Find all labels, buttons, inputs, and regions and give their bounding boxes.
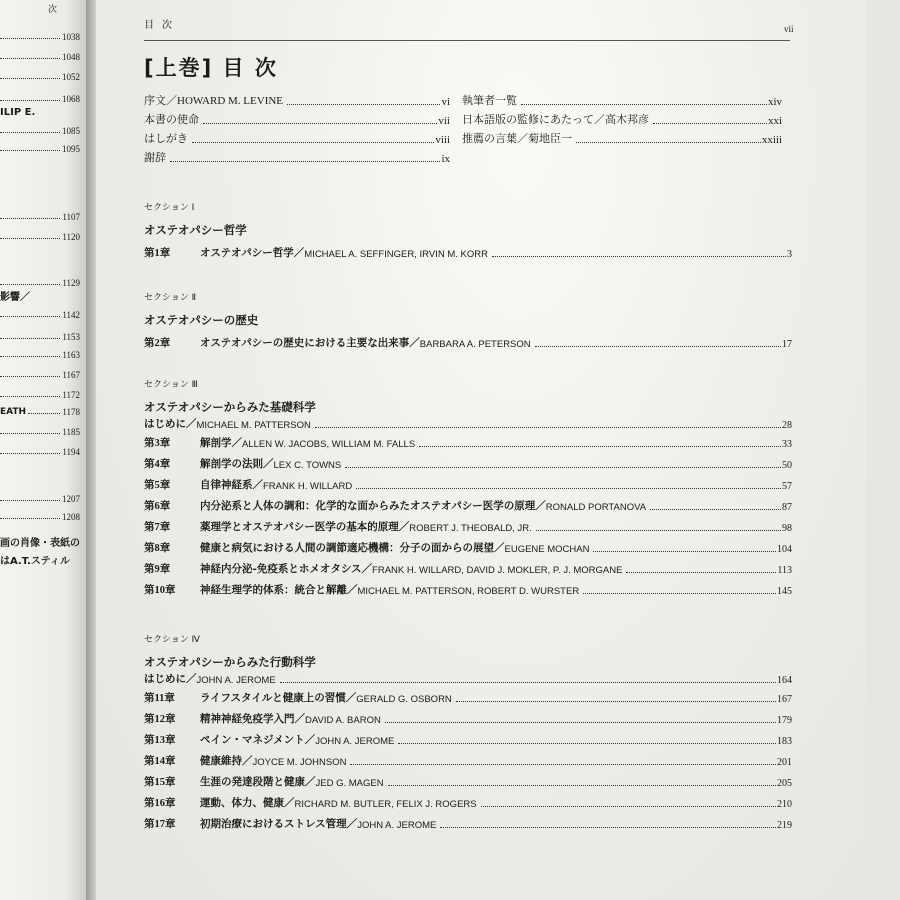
leader-dots <box>398 743 776 744</box>
left-page-edge <box>0 0 88 900</box>
left-toc-row <box>0 492 80 504</box>
front-matter-label: 執筆者一覧 <box>462 95 517 107</box>
left-page-number: 1167 <box>62 370 80 380</box>
leader-dots <box>385 722 776 723</box>
chapter-page: 104 <box>777 544 792 555</box>
left-toc-row <box>0 348 80 360</box>
leader-dots <box>456 701 776 702</box>
front-matter-item <box>144 149 450 165</box>
front-matter-label: 推薦の言葉／菊地臣一 <box>462 133 572 145</box>
leader-dots <box>0 38 60 39</box>
section-title: オステオパシーからみた基礎科学 <box>144 400 316 414</box>
chapter-number: 第5章 <box>144 480 171 491</box>
left-toc-row <box>0 405 80 417</box>
chapter-number: 第3章 <box>144 438 171 449</box>
chapter-number: 第8章 <box>144 543 171 554</box>
toc-entry <box>144 334 792 350</box>
leader-dots <box>315 427 781 428</box>
running-head: 目次 <box>144 20 180 31</box>
toc-entry <box>144 752 792 768</box>
leader-dots <box>653 123 767 124</box>
header-rule <box>144 40 790 41</box>
chapter-page: 167 <box>777 694 792 705</box>
leader-dots <box>481 806 776 807</box>
front-matter-item <box>462 130 782 146</box>
leader-dots <box>345 467 781 468</box>
chapter-authors: DAVID A. BARON <box>305 715 381 726</box>
chapter-title: 神経生理学的体系：統合と解離／ <box>200 584 358 596</box>
chapter-title: 精神神経免疫学入門／ <box>200 713 305 725</box>
chapter-authors: RONALD PORTANOVA <box>545 502 647 513</box>
leader-dots <box>356 488 781 489</box>
chapter-title: オステオパシーの歴史における主要な出来事／ <box>200 337 420 349</box>
toc-entry <box>144 689 792 705</box>
front-matter-page: xiv <box>767 96 782 108</box>
front-matter-label: はしがき <box>144 133 188 145</box>
left-page-number: 1085 <box>62 126 80 136</box>
leader-dots <box>0 150 60 151</box>
chapter-number: 第16章 <box>144 798 176 809</box>
leader-dots <box>492 256 786 257</box>
left-page-number: 1185 <box>62 427 80 437</box>
leader-dots <box>0 238 60 239</box>
leader-dots <box>0 500 60 501</box>
chapter-number: 第17章 <box>144 819 176 830</box>
leader-dots <box>521 104 767 105</box>
chapter-authors: MICHAEL A. SEFFINGER, IRVIN M. KORR <box>304 249 488 260</box>
leader-dots <box>192 142 434 143</box>
chapter-authors: LEX C. TOWNS <box>273 460 342 471</box>
leader-dots <box>535 346 781 347</box>
leader-dots <box>350 764 776 765</box>
leader-dots <box>0 284 60 285</box>
chapter-title: 解剖学の法則／ <box>200 458 274 470</box>
section-title: オステオパシーからみた行動科学 <box>144 655 316 669</box>
chapter-page: 57 <box>782 481 792 492</box>
left-toc-row <box>0 425 80 437</box>
front-matter-page: viii <box>435 134 450 146</box>
chapter-page: 33 <box>782 439 792 450</box>
chapter-authors: JOHN A. JEROME <box>357 820 437 831</box>
left-page-number: 1163 <box>62 350 80 360</box>
left-text-fragment: EATH <box>0 407 27 417</box>
toc-entry <box>144 815 792 831</box>
left-toc-row <box>0 445 80 457</box>
leader-dots <box>0 453 60 454</box>
leader-dots <box>593 551 776 552</box>
leader-dots <box>0 338 60 339</box>
chapter-title: 神経内分泌-免疫系とホメオタシス／ <box>200 563 373 575</box>
leader-dots <box>0 218 60 219</box>
front-matter-item <box>462 92 782 108</box>
left-page-number: 1172 <box>62 390 80 400</box>
leader-dots <box>0 356 60 357</box>
left-toc-row <box>0 210 80 222</box>
chapter-number: 第11章 <box>144 693 175 704</box>
front-matter-page: ix <box>441 153 450 165</box>
chapter-authors: MICHAEL M. PATTERSON, ROBERT D. WURSTER <box>357 586 580 597</box>
chapter-title: はじめに／ <box>144 418 197 430</box>
left-toc-row <box>0 308 80 320</box>
chapter-page: 98 <box>782 523 792 534</box>
front-matter-label: 日本語版の監修にあたって／高木邦彦 <box>462 114 649 126</box>
left-text-fragment: はA.T.スティル <box>0 556 70 567</box>
chapter-authors: FRANK H. WILLARD, DAVID J. MOKLER, P. J. MORGANE <box>372 565 623 576</box>
chapter-page: 50 <box>782 460 792 471</box>
background <box>866 0 900 900</box>
left-toc-row <box>0 368 80 380</box>
toc-entry <box>144 415 792 431</box>
chapter-title: 薬理学とオステオパシー医学の基本的原理／ <box>200 521 410 533</box>
chapter-page: 113 <box>777 565 792 576</box>
toc-entry <box>144 497 792 513</box>
leader-dots <box>0 316 60 317</box>
chapter-title: ペイン・マネジメント／ <box>200 734 316 746</box>
chapter-number: 第6章 <box>144 501 171 512</box>
page-folio: vii <box>784 24 794 34</box>
chapter-number: 第1章 <box>144 248 171 259</box>
page-title: [上巻] 目 次 <box>144 56 278 80</box>
left-page-number: 1038 <box>62 32 80 42</box>
leader-dots <box>626 572 776 573</box>
left-page-number: 1178 <box>62 407 80 417</box>
left-page-number: 1068 <box>62 94 80 104</box>
left-page-number: 1194 <box>62 447 80 457</box>
toc-entry <box>144 455 792 471</box>
toc-entry <box>144 244 792 260</box>
left-page-number: 1153 <box>62 332 80 342</box>
section-label: セクション Ⅰ <box>144 203 195 213</box>
left-page-number: 1048 <box>62 52 80 62</box>
chapter-authors: GERALD G. OSBORN <box>356 694 452 705</box>
leader-dots <box>0 58 60 59</box>
chapter-authors: MICHAEL M. PATTERSON <box>196 420 311 431</box>
toc-entry <box>144 710 792 726</box>
chapter-authors: JOYCE M. JOHNSON <box>252 757 347 768</box>
section-title: オステオパシーの歴史 <box>144 313 259 327</box>
toc-entry <box>144 670 792 686</box>
chapter-number: 第2章 <box>144 338 171 349</box>
leader-dots <box>0 433 60 434</box>
left-page-number: 1052 <box>62 72 80 82</box>
chapter-page: 219 <box>777 820 792 831</box>
chapter-authors: EUGENE MOCHAN <box>504 544 590 555</box>
chapter-authors: ROBERT J. THEOBALD, JR. <box>409 523 532 534</box>
chapter-authors: JED G. MAGEN <box>315 778 384 789</box>
left-toc-row <box>0 124 80 136</box>
left-page-number: 1120 <box>62 232 80 242</box>
left-toc-row <box>0 276 80 288</box>
left-running-head: 次 <box>48 5 58 15</box>
front-matter-page: xxiii <box>761 134 782 146</box>
section-title: オステオパシー哲学 <box>144 223 247 237</box>
chapter-page: 17 <box>782 339 792 350</box>
leader-dots <box>583 593 776 594</box>
chapter-title: 自律神経系／ <box>200 479 263 491</box>
chapter-page: 210 <box>777 799 792 810</box>
front-matter-page: xxi <box>767 115 782 127</box>
chapter-title: 運動、体力、健康／ <box>200 797 295 809</box>
front-matter-item <box>144 111 450 127</box>
left-page-number: 1142 <box>62 310 80 320</box>
section-label: セクション Ⅲ <box>144 380 198 390</box>
chapter-page: 179 <box>777 715 792 726</box>
leader-dots <box>28 413 60 414</box>
section-label: セクション Ⅳ <box>144 635 200 645</box>
leader-dots <box>0 376 60 377</box>
chapter-page: 164 <box>777 675 792 686</box>
left-text-fragment: 影響／ <box>0 292 30 303</box>
left-page-number: 1207 <box>62 494 80 504</box>
leader-dots <box>0 78 60 79</box>
chapter-authors: JOHN A. JEROME <box>315 736 395 747</box>
toc-entry <box>144 581 792 597</box>
leader-dots <box>576 142 761 143</box>
chapter-title: オステオパシー哲学／ <box>200 247 305 259</box>
toc-entry <box>144 731 792 747</box>
chapter-title: 健康維持／ <box>200 755 253 767</box>
toc-entry <box>144 476 792 492</box>
toc-entry <box>144 518 792 534</box>
front-matter-page: vii <box>438 115 450 127</box>
chapter-number: 第4章 <box>144 459 171 470</box>
chapter-number: 第7章 <box>144 522 171 533</box>
left-toc-row <box>0 50 80 62</box>
toc-entry <box>144 794 792 810</box>
left-toc-row <box>0 70 80 82</box>
chapter-authors: JOHN A. JEROME <box>196 675 276 686</box>
left-text-fragment: ILIP E. <box>0 107 36 118</box>
chapter-number: 第9章 <box>144 564 171 575</box>
left-toc-row <box>0 330 80 342</box>
chapter-authors: RICHARD M. BUTLER, FELIX J. ROGERS <box>294 799 477 810</box>
chapter-title: 生涯の発達段階と健康／ <box>200 776 316 788</box>
section-label: セクション Ⅱ <box>144 293 197 303</box>
chapter-title: 初期治療におけるストレス管理／ <box>200 818 358 830</box>
left-toc-row <box>0 510 80 522</box>
front-matter-label: 本書の使命 <box>144 114 199 126</box>
chapter-page: 201 <box>777 757 792 768</box>
toc-entry <box>144 539 792 555</box>
chapter-authors: FRANK H. WILLARD <box>263 481 353 492</box>
chapter-number: 第12章 <box>144 714 176 725</box>
toc-entry <box>144 773 792 789</box>
chapter-title: 解剖学／ <box>200 437 242 449</box>
chapter-page: 3 <box>787 249 792 260</box>
chapter-number: 第10章 <box>144 585 176 596</box>
leader-dots <box>388 785 776 786</box>
left-page-number: 1095 <box>62 144 80 154</box>
chapter-page: 145 <box>777 586 792 597</box>
chapter-number: 第15章 <box>144 777 176 788</box>
chapter-title: 健康と病気における人間の調節適応機構：分子の面からの展望／ <box>200 542 505 554</box>
front-matter-item <box>144 92 450 108</box>
leader-dots <box>280 682 776 683</box>
chapter-page: 87 <box>782 502 792 513</box>
toc-page <box>96 0 866 900</box>
leader-dots <box>287 104 440 105</box>
chapter-page: 28 <box>782 420 792 431</box>
chapter-number: 第14章 <box>144 756 176 767</box>
left-toc-row <box>0 142 80 154</box>
leader-dots <box>440 827 776 828</box>
front-matter-label: 序文／HOWARD M. LEVINE <box>144 95 284 107</box>
left-toc-row <box>0 230 80 242</box>
left-toc-row <box>0 388 80 400</box>
left-toc-row <box>0 30 80 42</box>
leader-dots <box>0 518 60 519</box>
chapter-authors: BARBARA A. PETERSON <box>419 339 531 350</box>
chapter-title: 内分泌系と人体の調和：化学的な面からみたオステオパシー医学の原理／ <box>200 500 546 512</box>
left-toc-row <box>0 92 80 104</box>
toc-entry <box>144 560 792 576</box>
front-matter-page: vi <box>441 96 450 108</box>
chapter-page: 205 <box>777 778 792 789</box>
left-text-fragment: 画の肖像・表紙の <box>0 538 80 549</box>
left-page-number: 1129 <box>62 278 80 288</box>
chapter-title: ライフスタイルと健康上の習慣／ <box>200 692 357 704</box>
left-page-number: 1208 <box>62 512 80 522</box>
leader-dots <box>650 509 781 510</box>
leader-dots <box>536 530 781 531</box>
leader-dots <box>203 123 437 124</box>
front-matter-label: 謝辞 <box>144 152 166 164</box>
leader-dots <box>419 446 781 447</box>
leader-dots <box>0 132 60 133</box>
leader-dots <box>0 100 60 101</box>
chapter-number: 第13章 <box>144 735 176 746</box>
chapter-title: はじめに／ <box>144 673 197 685</box>
left-page-number: 1107 <box>62 212 80 222</box>
leader-dots <box>170 161 440 162</box>
leader-dots <box>0 396 60 397</box>
chapter-authors: ALLEN W. JACOBS, WILLIAM M. FALLS <box>242 439 416 450</box>
front-matter-item <box>144 130 450 146</box>
toc-entry <box>144 434 792 450</box>
front-matter-item <box>462 111 782 127</box>
chapter-page: 183 <box>777 736 792 747</box>
